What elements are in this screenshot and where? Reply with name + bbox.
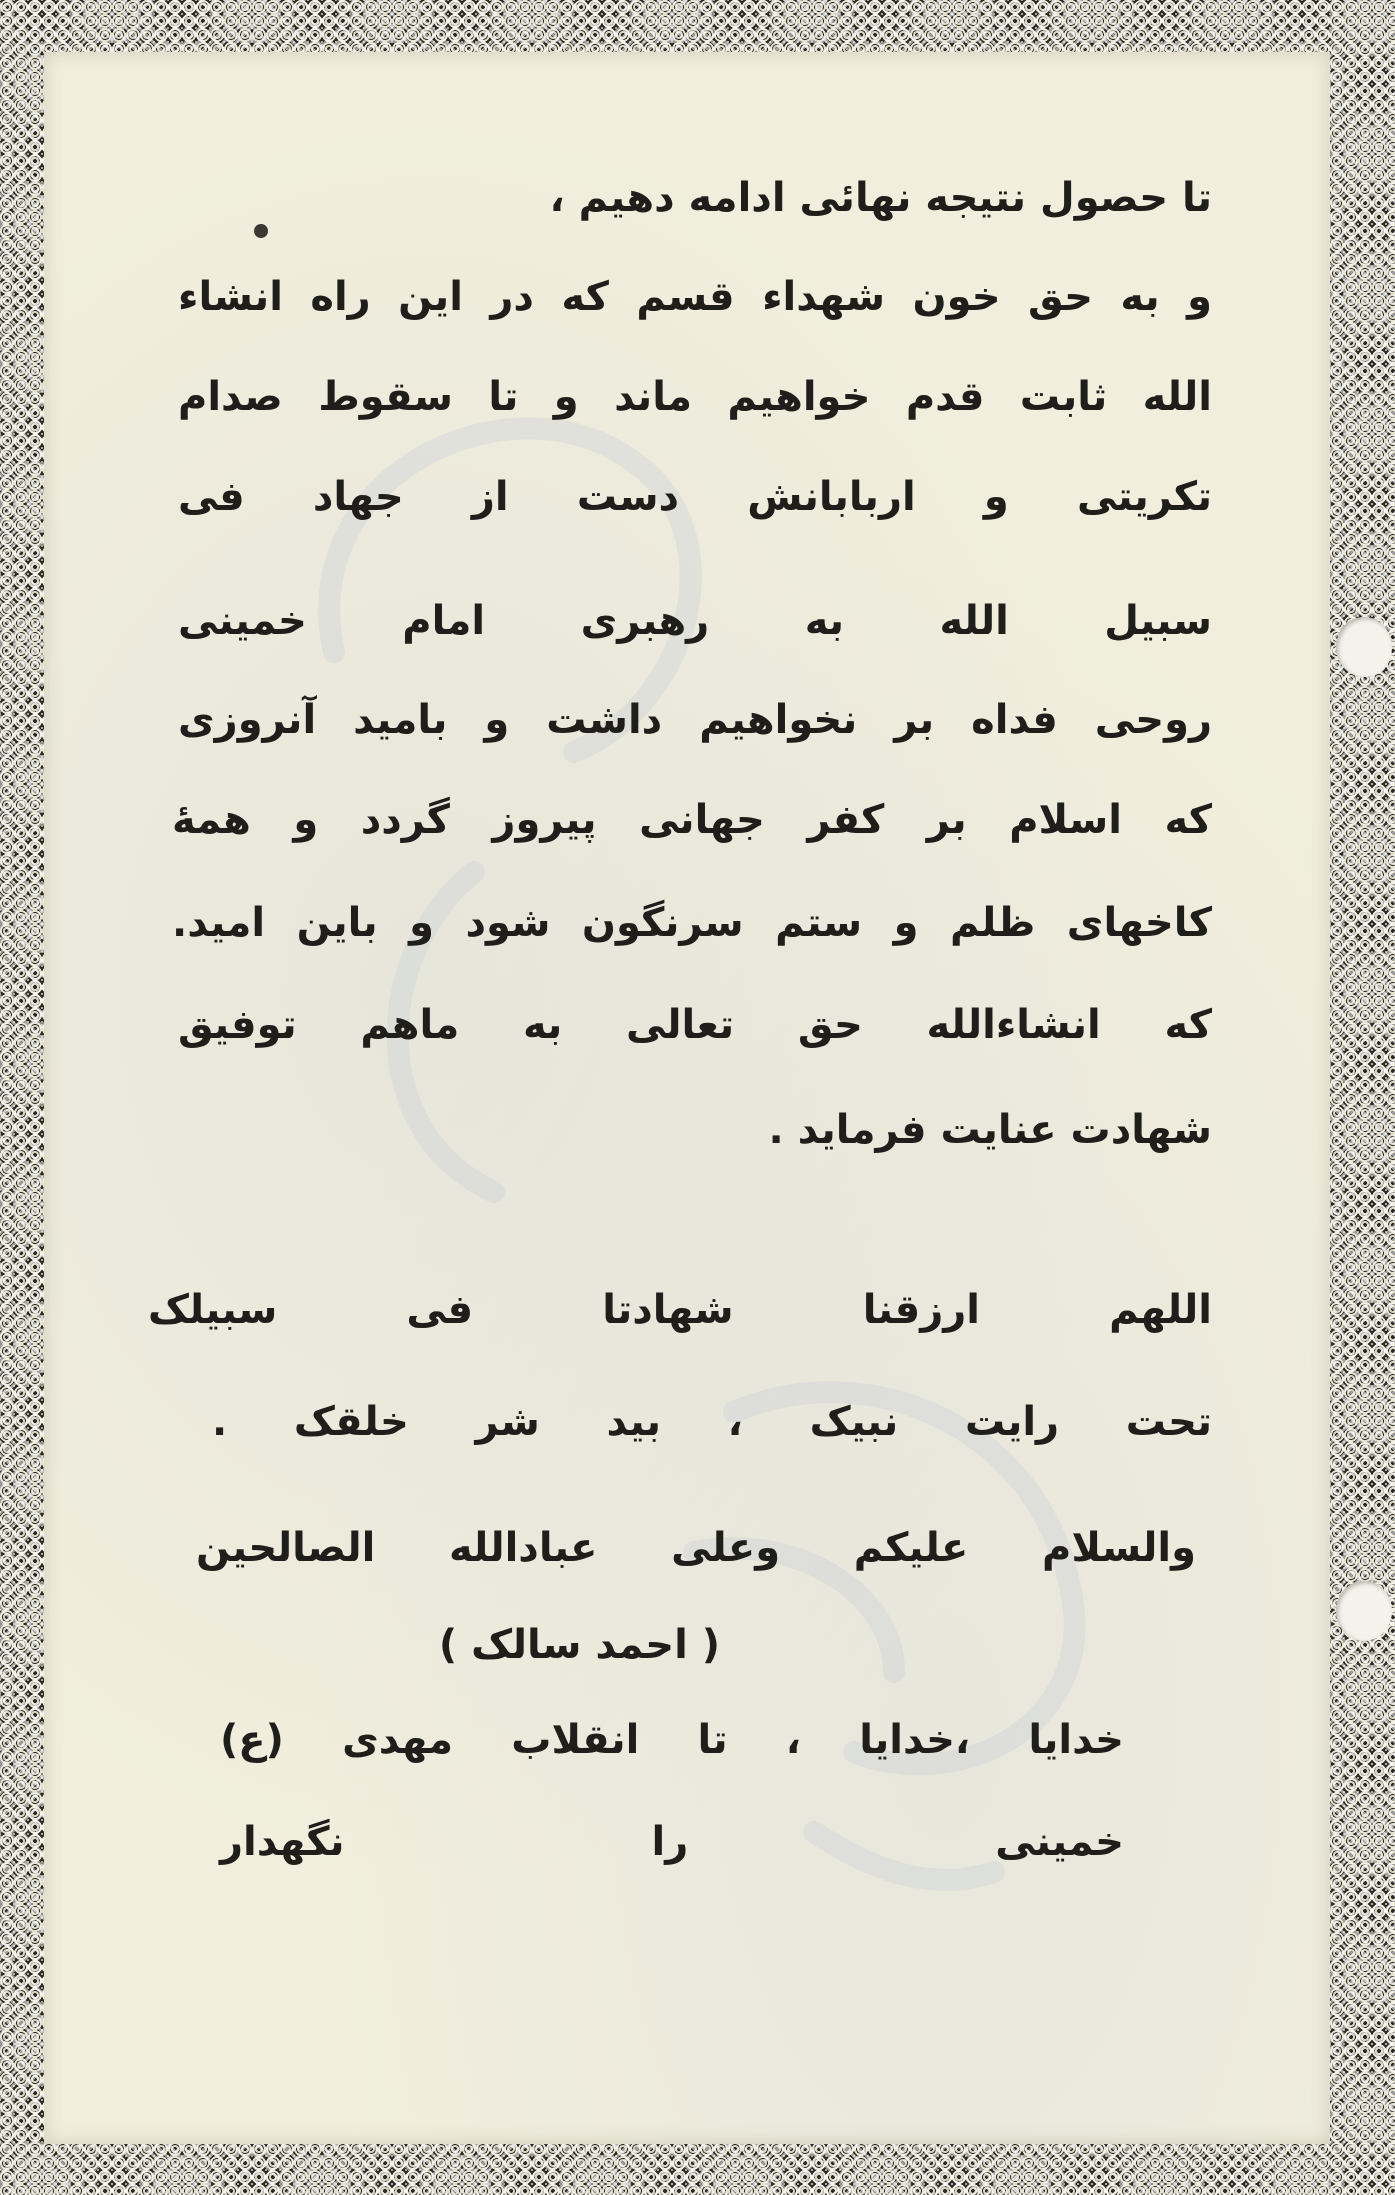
slogan-line: خمینی را نگهدار [220,1819,1124,1865]
body-line: سبیل الله به رهبری امام خمینی [178,598,1212,644]
slogan-line: خدایا ،خدایا ، تا انقلاب مهدی (ع) [220,1717,1124,1763]
prayer-line: تحت رایت نبیک ، بید شر خلقک . [212,1399,1212,1445]
punch-hole [1336,1581,1392,1641]
salutation: والسلام علیکم وعلی عبادالله الصالحین [196,1525,1196,1571]
body-line: که انشاءالله حق تعالی به ماهم توفیق [178,1002,1212,1048]
body-line: تا حصول نتیجه نهائی ادامه دهیم ، [549,175,1212,221]
body-line: کاخهای ظلم و ستم سرنگون شود و باین امید. [172,900,1212,946]
body-line: و به حق خون شهداء قسم که در این راه انشاء [178,274,1212,320]
body-line: الله ثابت قدم خواهیم ماند و تا سقوط صدام [178,374,1212,420]
signature: ( احمد سالک ) [438,1622,720,1668]
punch-hole [1336,617,1392,677]
ink-dot [254,224,268,238]
prayer-line: اللهم ارزقنا شهادتا فی سبیلک [148,1287,1212,1333]
body-line: که اسلام بر کفر جهانی پیروز گردد و همهٔ [172,797,1212,843]
body-line: شهادت عنایت فرماید . [768,1107,1212,1153]
body-line: تکریتی و اربابانش دست از جهاد فی [178,474,1212,520]
body-line: روحی فداه بر نخواهیم داشت و بامید آنروزی [178,697,1212,743]
